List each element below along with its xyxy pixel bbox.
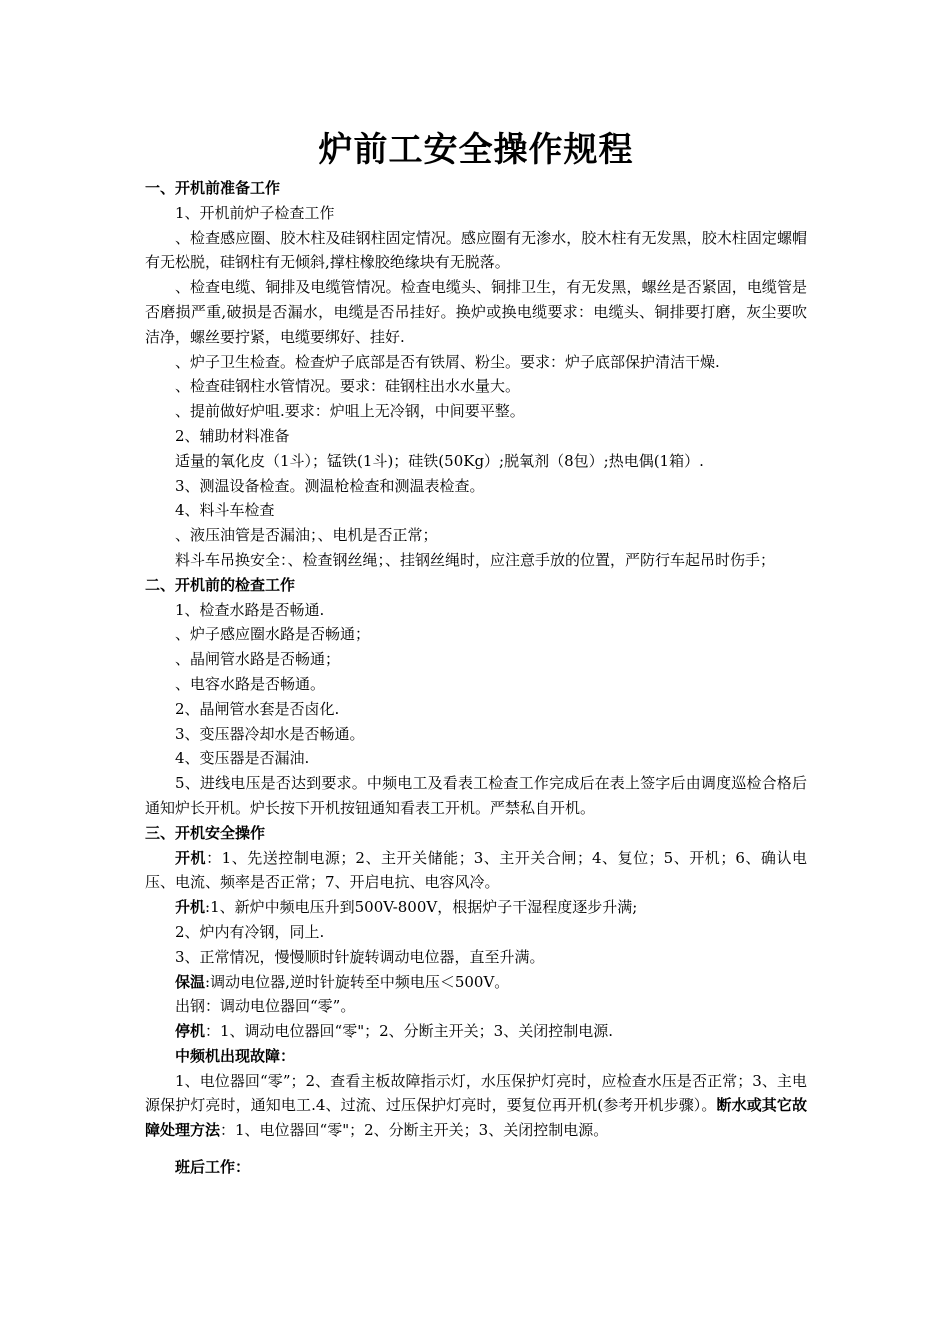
paragraph: 2、辅助材料准备 [175, 426, 290, 445]
paragraph: 、炉子卫生检查。检查炉子底部是否有铁屑、粉尘。要求：炉子底部保护清洁干燥. [175, 352, 720, 371]
fault-heading: 中频机出现故障： [175, 1046, 296, 1065]
paragraph: 出钢：调动电位器回“零”。 [175, 997, 356, 1016]
paragraph: 、晶闸管水路是否畅通； [175, 650, 341, 669]
section-heading-1: 一、开机前准备工作 [145, 179, 281, 197]
section-heading-2: 二、开机前的检查工作 [145, 575, 296, 594]
paragraph: 1、检查水路是否畅通. [175, 600, 325, 619]
document-title: 炉前工安全操作规程 [318, 130, 634, 170]
paragraph: 2、炉内有冷钢，同上. [175, 922, 325, 941]
shutdown-label: 停机 [175, 1022, 206, 1041]
startup-label: 开机 [175, 848, 207, 867]
fault-method-label: 断水或其它故障处理方法 [145, 1096, 807, 1140]
hold-text: :调动电位器,逆时针旋转至中频电压＜500V。 [205, 972, 510, 991]
paragraph: 、炉子感应圈水路是否畅通； [175, 625, 371, 644]
paragraph-startup [145, 846, 807, 896]
paragraph: 3、变压器冷却水是否畅通。 [175, 724, 365, 743]
ramp-up-text: :1、新炉中频电压升到500V-800V，根据炉子干湿程度逐步升满; [205, 898, 638, 917]
fault-method-text: ：1、电位器回“零"；2、分断主开关；3、关闭控制电源。 [220, 1121, 609, 1140]
hold-label: 保温 [175, 972, 206, 991]
ramp-up-label: 升机 [175, 898, 206, 917]
paragraph: 1、开机前炉子检查工作 [175, 203, 335, 222]
paragraph-fault [145, 1069, 807, 1143]
paragraph-shutdown [145, 1019, 807, 1044]
fault-text: 1、电位器回“零”；2、查看主板故障指示灯，水压保护灯亮时，应检查水压是否正常；3、主电源保护灯亮时，通知电工.4、过流、过压保护灯亮时，要复位再开机(参考开机步骤）。 [145, 1071, 807, 1115]
paragraph-hold [145, 970, 807, 995]
paragraph: 4、变压器是否漏油. [175, 749, 310, 768]
paragraph: 、提前做好炉咀.要求：炉咀上无冷钢，中间要平整。 [175, 402, 525, 421]
paragraph: 、检查电缆、铜排及电缆管情况。检查电缆头、铜排卫生，有无发黑，螺丝是否紧固，电缆管是否磨损严重,破损是否漏水，电缆是否吊挂好。换炉或换电缆要求：电缆头、铜排要打磨，灰尘要吹洁净，螺丝要拧紧，电缆要绑好、挂好. [145, 278, 807, 346]
paragraph: 3、正常情况，慢慢顺时针旋转调动电位器，直至升满。 [175, 947, 545, 966]
paragraph: 、液压油管是否漏油；、电机是否正常； [175, 526, 438, 545]
paragraph: 、检查感应圈、胶木柱及硅钢柱固定情况。感应圈有无渗水，胶木柱有无发黑，胶木柱固定螺帽有无松脱，硅钢柱有无倾斜,撑柱橡胶绝缘块有无脱落。 [145, 228, 807, 272]
paragraph: 、检查硅钢柱水管情况。要求：硅钢柱出水水量大。 [175, 377, 521, 396]
document-page [145, 126, 807, 1180]
section-heading-3: 三、开机安全操作 [145, 823, 266, 842]
paragraph: 适量的氧化皮（1斗）；锰铁(1斗)；硅铁(50Kg）;脱氧剂（8包）;热电偶(1箱）. [175, 451, 704, 470]
after-shift-heading: 班后工作： [175, 1158, 251, 1177]
paragraph: 3、测温设备检查。测温枪检查和测温表检查。 [175, 476, 485, 495]
paragraph: 、电容水路是否畅通。 [175, 674, 326, 693]
shutdown-text: ：1、调动电位器回“零"；2、分断主开关；3、关闭控制电源. [205, 1022, 613, 1041]
paragraph: 料斗车吊换安全：、检查钢丝绳；、挂钢丝绳时，应注意手放的位置，严防行车起吊时伤手； [175, 550, 776, 569]
paragraph: 5、进线电压是否达到要求。中频电工及看表工检查工作完成后在表上签字后由调度巡检合格后通知炉长开机。炉长按下开机按钮通知看表工开机。严禁私自开机。 [145, 774, 807, 817]
paragraph: 2、晶闸管水套是否卤化. [175, 699, 340, 718]
startup-text: ：1、先送控制电源；2、主开关储能；3、主开关合闸；4、复位；5、开机；6、确认电压、电流、频率是否正常；7、开启电抗、电容风冷。 [145, 848, 807, 892]
paragraph-ramp-up [145, 895, 807, 920]
paragraph: 4、料斗车检查 [175, 501, 275, 520]
